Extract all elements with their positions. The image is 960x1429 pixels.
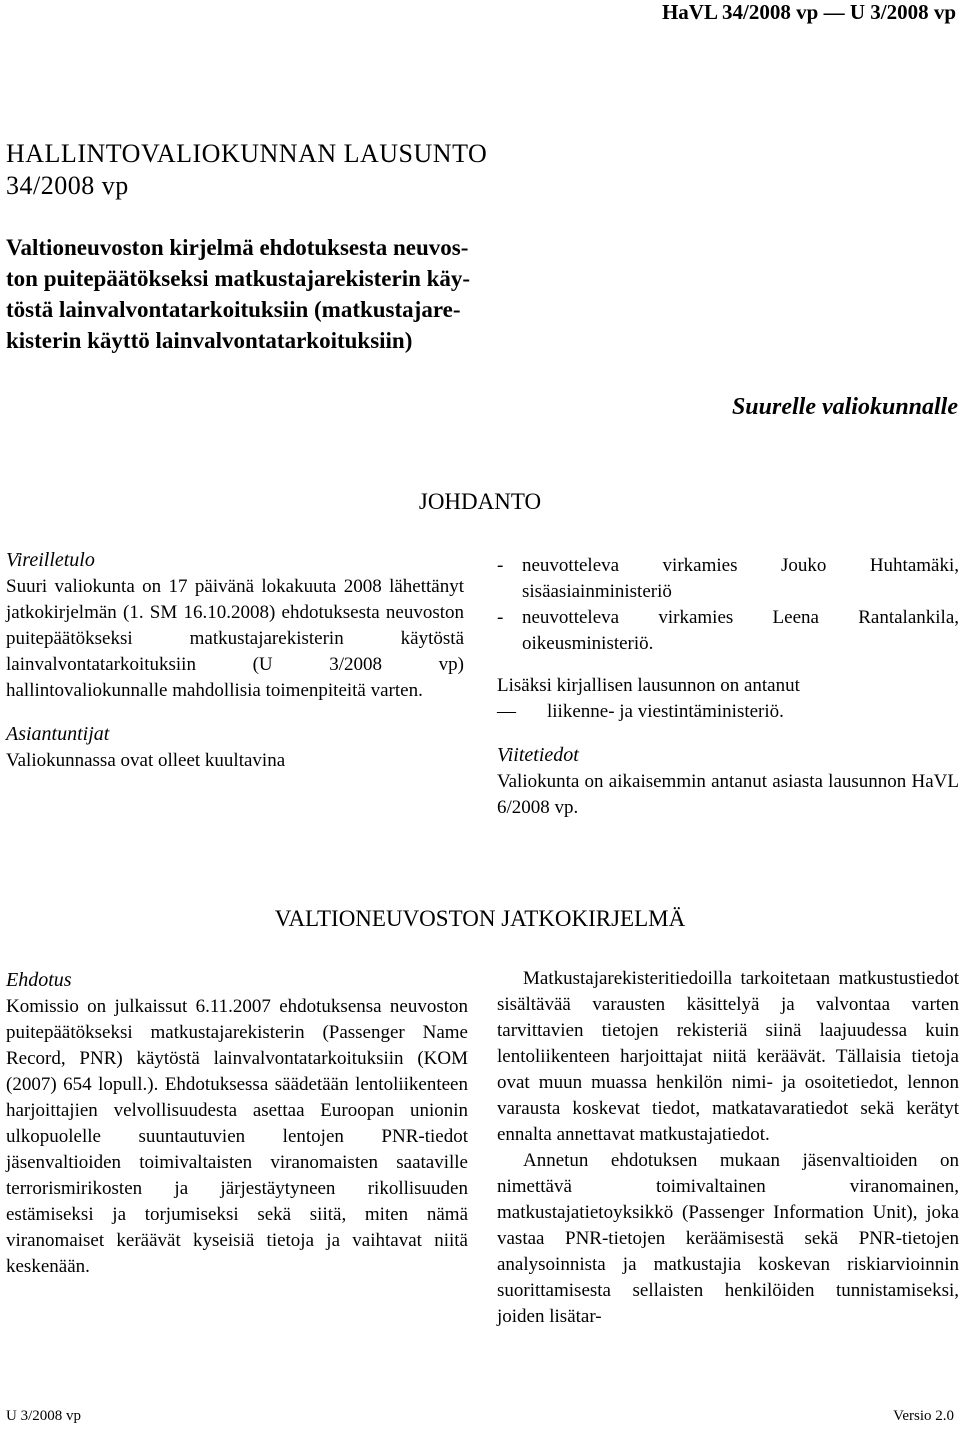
subject-line: töstä lainvalvontatarkoituksiin (matkustajare-: [6, 297, 461, 322]
asiantuntijat-paragraph: Valiokunnassa ovat olleet kuultavina: [6, 750, 286, 771]
footer-version: Versio 2.0: [893, 1408, 954, 1424]
vireilletulo-paragraph: Suuri valiokunta on 17 päivänä lokakuuta 2008 lähettänyt jatkokirjelmän (1. SM 16.10.2008) ehdotuksesta neuvoston puitepäätökseksi matkustajarekisterin käytöstä lainvalvontatarkoituksiin (U 3/2008 vp) hallintovaliokunnalle mahdollisia toimenpiteitä varten.: [6, 576, 464, 701]
list-dash: —: [497, 701, 516, 722]
lisaksi-paragraph: Lisäksi kirjallisen lausunnon on antanut: [497, 675, 800, 696]
document-number: 34/2008 vp: [6, 171, 129, 200]
list-dash: -: [497, 607, 504, 628]
list-dash: -: [497, 555, 504, 576]
subheading-vireilletulo: Vireilletulo: [6, 549, 95, 571]
expert-list-item: [497, 553, 959, 605]
document-title-line: HALLINTOVALIOKUNNAN LAUSUNTO: [6, 139, 488, 168]
section-heading-jatkokirjelma: VALTIONEUVOSTON JATKOKIRJELMÄ: [274, 906, 686, 931]
pnr-proposal-paragraph: Annetun ehdotuksen mukaan jäsenvaltioiden on nimettävä toimivaltainen viranomainen, matkustajatietoyksikkö (Passenger Information Unit), joka vastaa PNR-tietojen keräämisestä sekä PNR-tietojen analysoinnista ja matkustajia koskevan riskiarvioinnin suorittamisesta sellaisten henkilöiden tunnistamiseksi, joiden lisätar-: [497, 1150, 959, 1327]
subheading-ehdotus: Ehdotus: [6, 969, 72, 991]
subheading-viitetiedot: Viitetiedot: [497, 744, 579, 766]
document-subject: [6, 232, 546, 356]
jatko-left-column: [6, 966, 468, 1280]
ehdotus-paragraph: Komissio on julkaissut 6.11.2007 ehdotuksensa neuvoston puitepäätökseksi matkustajarekisterin (Passenger Name Record, PNR) käytöstä lainvalvontatarkoituksiin (KOM (2007) 654 lopull.). Ehdotuksessa säädetään lentoliikenteen harjoittajien velvollisuudesta asettaa Euroopan unionin ulkopuolelle suuntautuvien lentojen PNR-tiedot jäsenvaltioiden toimivaltaisten viranomaisten saataville terrorismirikosten ja järjestäytyneen rikollisuuden estämiseksi ja torjumiseksi sekä siitä, miten nämä viranomaiset keräävät kyseisiä tietoja ja vaihtavat niitä keskenään.: [6, 996, 468, 1277]
running-header: HaVL 34/2008 vp — U 3/2008 vp: [661, 0, 956, 24]
statement-list-item: [497, 699, 959, 725]
intro-left-column: [6, 546, 464, 774]
section-heading-johdanto: JOHDANTO: [418, 489, 542, 514]
pnr-definition-paragraph: Matkustajarekisteritiedoilla tarkoitetaan matkustustiedot sisältävää varausten käsittelyä ja valvontaa varten tarvittavien tietojen rekisteriä siinä laajuudessa kuin lentoliikenteen harjoittajat niitä keräävät. Tällaisia tietoja ovat muun muassa henkilön nimi- ja osoitetiedot, lennon varausta koskevat tiedot, matkatavaratiedot sekä kerätyt ennalta annettavat matkustajatiedot.: [497, 968, 959, 1145]
subject-line: Valtioneuvoston kirjelmä ehdotuksesta neuvos-: [6, 235, 469, 260]
viitetiedot-paragraph: Valiokunta on aikaisemmin antanut asiasta lausunnon HaVL 6/2008 vp.: [497, 771, 959, 818]
subject-line: ton puitepäätökseksi matkustajarekisterin käy-: [6, 266, 471, 291]
expert-text: neuvotteleva virkamies Leena Rantalankila, oikeusministeriö.: [522, 607, 959, 654]
statement-text: liikenne- ja viestintäministeriö.: [547, 701, 784, 722]
subheading-asiantuntijat: Asiantuntijat: [6, 723, 110, 745]
footer-doc-id: U 3/2008 vp: [6, 1408, 81, 1424]
expert-text: neuvotteleva virkamies Jouko Huhtamäki, sisäasiainministeriö: [522, 555, 959, 602]
recipient: Suurelle valiokunnalle: [731, 394, 958, 420]
expert-list-item: [497, 605, 959, 657]
intro-right-column: [497, 553, 959, 821]
subject-line: kisterin käyttö lainvalvontatarkoituksiin): [6, 328, 413, 353]
document-title: [6, 138, 487, 202]
jatko-right-column: [497, 966, 959, 1330]
